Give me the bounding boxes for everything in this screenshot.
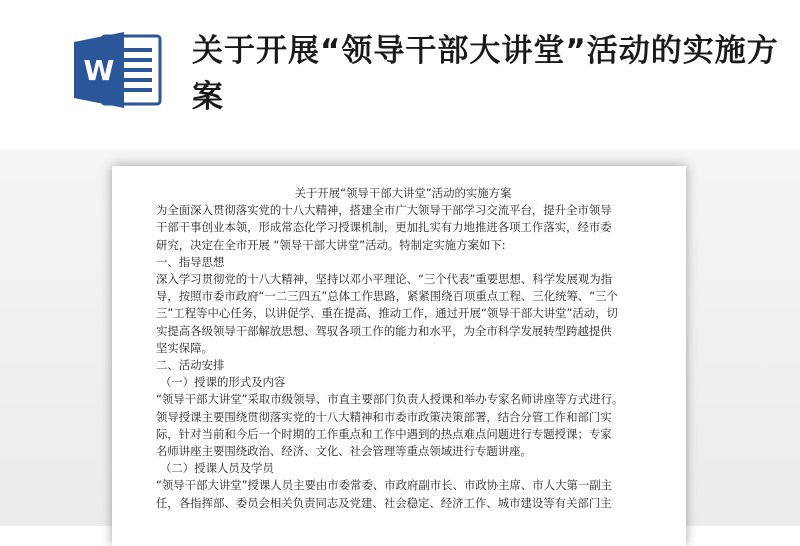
document-line: 深入学习贯彻党的十八大精神，坚持以邓小平理论、“三个代表”重要思想、科学发展观为指	[156, 272, 613, 287]
document-line: 领导授课主要围绕贯彻落实党的十八大精神和市委市政策决策部署，结合分管工作和部门实	[156, 409, 612, 424]
document-line: 三”工程等中心任务，以讲促学、重在提高、推动工作，通过开展“领导干部大讲堂”活动，切	[156, 306, 618, 321]
document-line: 坚实保障。	[156, 340, 213, 355]
page-title: 关于开展“领导干部大讲堂”活动的实施方案	[192, 33, 779, 115]
section-heading: 一、指导思想	[156, 254, 225, 269]
document-line: 导，按照市委市政府“一二三四五”总体工作思路，紧紧围绕百项重点工程、三化统筹、“三个	[156, 289, 618, 304]
document-line: 际，针对当前和今后一个时期的工作重点和工作中遇到的热点难点问题进行专题授课；专家	[156, 426, 612, 441]
document-line: 任，各指挥部、委员会相关负责同志及党建、社会稳定、经济工作、城市建设等有关部门主	[156, 495, 612, 510]
subsection-heading: （二）授课人员及学员	[160, 461, 274, 476]
document-page	[112, 166, 686, 546]
document-heading: 关于开展“领导干部大讲堂”活动的实施方案	[294, 186, 512, 200]
document-line: 研究，决定在全市开展 “领导干部大讲堂”活动。特制定实施方案如下:	[156, 237, 506, 252]
document-line: 为全面深入贯彻落实党的十八大精神，搭建全市广大领导干部学习交流平台，提升全市领导	[156, 203, 612, 218]
section-heading: 二、活动安排	[156, 358, 225, 373]
document-line: “领导干部大讲堂”授课人员主要由市委常委、市政府副市长、市政协主席、市人大第一副主	[156, 478, 613, 493]
document-line: “领导干部大讲堂”采取市级领导、市直主要部门负责人授课和举办专家名师讲座等方式进行。	[156, 392, 624, 407]
document-body	[156, 185, 650, 512]
word-document-icon	[72, 30, 164, 110]
subsection-heading: （一）授课的形式及内容	[160, 375, 286, 390]
word-icon-letter: W	[83, 54, 115, 87]
document-line: 名师讲座主要围绕政治、经济、文化、社会管理等重点领域进行专题讲座。	[156, 444, 532, 459]
document-line: 实提高各级领导干部解放思想、驾驭各项工作的能力和水平，为全市科学发展转型跨越提供	[156, 323, 612, 338]
document-line: 干部干事创业本领，形成常态化学习授课机制，更加扎实有力地推进各项工作落实，经市委	[156, 220, 612, 235]
